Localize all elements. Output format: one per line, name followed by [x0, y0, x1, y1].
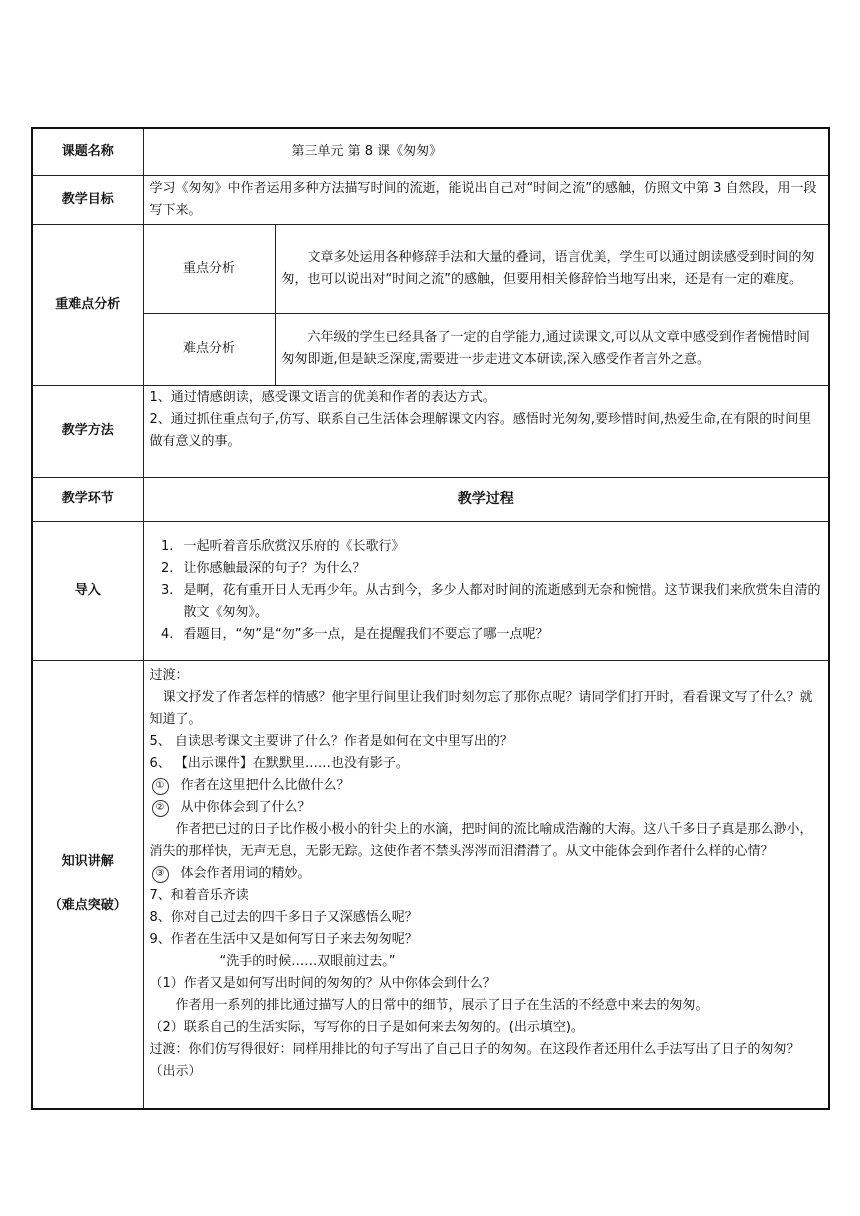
key-analysis-label: 重点分析	[143, 224, 275, 313]
intro-item-1: 1. 一起听着音乐欣赏汉乐府的《长歌行》	[178, 536, 823, 558]
knowledge-c2-text: 从中你体会到了什么？	[180, 799, 311, 815]
teaching-goal-text: 学习《匆匆》中作者运用多种方法描写时间的流逝，能说出自己对“时间之流”的感触，仿照文中第 3 自然段，用一段写下来。	[143, 175, 829, 224]
knowledge-transition-2: 过渡：你们仿写得很好：同样用排比的句子写出了自己日子的匆匆。在这段作者还用什么手法写出了日子的匆匆？（出示）	[149, 1041, 800, 1079]
knowledge-para-1: 课文抒发了作者怎样的情感？他字里行间里让我们时刻勿忘了那你点呢？请同学们打开时，看看课文写了什么？就知道了。	[149, 689, 813, 727]
row-difficulty-analysis	[32, 313, 829, 385]
stage-header: 教学环节	[32, 477, 143, 521]
row-knowledge	[32, 660, 829, 1109]
row-key-analysis	[32, 224, 829, 313]
difficulty-analysis-text: 六年级的学生已经具备了一定的自学能力,通过读课文,可以从文章中感受到作者惋惜时间匆匆即逝,但是缺乏深度,需要进一步走进文本研读,深入感受作者言外之意。	[275, 313, 829, 385]
row-lesson-title	[32, 128, 829, 175]
circle-number-2: ②	[152, 800, 169, 817]
row-teaching-method	[32, 385, 829, 477]
knowledge-q7: 7、和着音乐齐读	[149, 887, 249, 903]
row-introduction	[32, 521, 829, 660]
key-analysis-text: 文章多处运用各种修辞手法和大量的叠词，语言优美，学生可以通过朗读感受到时间的匆匆，也可以说出对“时间之流”的感触，但要用相关修辞恰当地写出来，还是有一定的难度。	[275, 224, 829, 313]
knowledge-c1	[150, 775, 823, 797]
knowledge-q8: 8、你对自己过去的四千多日子又深感悟么呢？	[149, 909, 418, 925]
knowledge-label-cell	[32, 660, 143, 1109]
knowledge-c3	[150, 863, 823, 885]
knowledge-c3-text: 体会作者用词的精妙。	[180, 865, 311, 881]
knowledge-quote: “洗手的时候……双眼前过去。”	[219, 953, 396, 969]
method-line-1: 1、通过情感朗读，感受课文语言的优美和作者的表达方式。	[149, 389, 496, 405]
teaching-goal-label: 教学目标	[32, 175, 143, 224]
knowledge-sublabel: （难点突破）	[48, 898, 127, 914]
difficulty-analysis-label: 难点分析	[143, 313, 275, 385]
lesson-title-value	[143, 128, 829, 175]
knowledge-label: 知识讲解	[61, 854, 114, 870]
process-header: 教学过程	[143, 477, 829, 521]
teaching-method-label: 教学方法	[32, 385, 143, 477]
intro-item-3: 3. 是啊，花有重开日人无再少年。从古到今，多少人都对时间的流逝感到无奈和惋惜。这节课我们来欣赏朱自清的散文《匆匆》。	[178, 580, 823, 624]
knowledge-sub-1: （1）作者又是如何写出时间的匆匆的？从中你体会到什么？	[149, 975, 496, 991]
row-section-header	[32, 477, 829, 521]
introduction-label: 导入	[32, 521, 143, 660]
knowledge-q6: 6、 【出示课件】在默默里……也没有影子。	[149, 755, 409, 771]
knowledge-para-3: 作者用一系列的排比通过描写人的日常中的细节，展示了日子在生活的不经意中来去的匆匆。	[175, 997, 709, 1013]
analysis-label: 重难点分析	[32, 224, 143, 385]
lesson-title-text: 第三单元 第 8 课《匆匆》	[291, 143, 443, 159]
introduction-cell	[143, 521, 829, 660]
intro-item-4: 4. 看题目，“匆”是“勿”多一点，是在提醒我们不要忘了哪一点呢？	[178, 624, 823, 646]
intro-item-2: 2. 让你感触最深的句子？为什么？	[178, 558, 823, 580]
knowledge-para-2: 作者把已过的日子比作极小极小的针尖上的水滴，把时间的流比喻成浩瀚的大海。这八千多日子真是那么渺小，消失的那样快，无声无息，无影无踪。这使作者不禁头涔涔而泪潸潸了。从文中能体会到作者什么样的心情？	[149, 821, 813, 859]
knowledge-sub-2: （2）联系自己的生活实际，写写你的日子是如何来去匆匆的。(出示填空)。	[149, 1019, 584, 1035]
knowledge-transition-1: 过渡：	[149, 667, 189, 683]
knowledge-q9: 9、作者在生活中又是如何写日子来去匆匆呢？	[149, 931, 418, 947]
lesson-plan-table	[31, 127, 830, 1110]
method-line-2: 2、通过抓住重点句子,仿写、联系自己生活体会理解课文内容。感悟时光匆匆,要珍惜时间,热爱生命,在有限的时间里做有意义的事。	[149, 411, 812, 449]
knowledge-q5: 5、 自读思考课文主要讲了什么？作者是如何在文中里写出的？	[149, 733, 513, 749]
knowledge-c2	[150, 797, 823, 819]
knowledge-cell	[143, 660, 829, 1109]
knowledge-c1-text: 作者在这里把什么比做什么？	[180, 777, 350, 793]
teaching-method-cell	[143, 385, 829, 477]
lesson-title-label: 课题名称	[32, 128, 143, 175]
row-teaching-goal	[32, 175, 829, 224]
circle-number-3: ③	[152, 866, 169, 883]
introduction-list	[150, 536, 823, 646]
circle-number-1: ①	[152, 778, 169, 795]
